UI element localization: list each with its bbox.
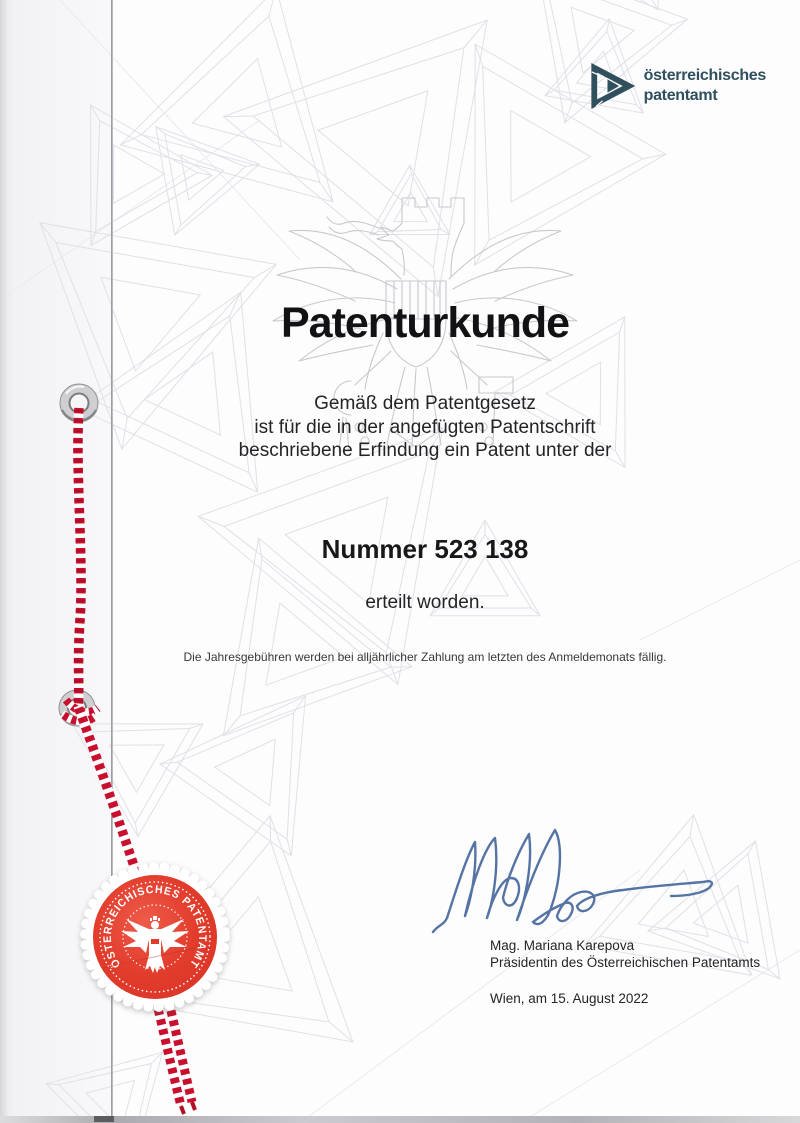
signatory-name: Mag. Mariana Karepova: [490, 938, 635, 953]
patent-number: Nummer 523 138: [321, 534, 529, 564]
official-seal: [80, 862, 230, 1012]
cord-segment-upper: [78, 408, 81, 706]
scan-bottom-notch: [94, 1116, 114, 1122]
logo-text-line2: patentamt: [643, 87, 718, 104]
certificate-title: Patenturkunde: [280, 299, 570, 347]
scan-bottom-edge: [0, 1116, 800, 1123]
logo-text-line1: österreichisches: [643, 67, 766, 84]
cord-tails: [156, 998, 195, 1114]
scan-left-edge: [0, 0, 14, 1123]
signatory-role: Präsidentin des Österreichischen Patentamts: [490, 955, 761, 970]
fee-note: Die Jahresgebühren werden bei alljährlicher Zahlung am letzten des Anmeldemonats fällig.: [183, 650, 667, 664]
intro-line-1: Gemäß dem Patentgesetz: [314, 393, 536, 414]
seal-eagle-shield: [151, 939, 159, 944]
place-and-date: Wien, am 15. August 2022: [490, 991, 649, 1006]
intro-line-3: beschriebene Erfindung ein Patent unter der: [238, 440, 612, 461]
intro-line-2: ist für die in der angefügten Patentschrift: [254, 416, 596, 438]
granted-line: erteilt worden.: [365, 592, 485, 613]
seal-circular-text: ÖSTERREICHISCHES PATENTAMT: [101, 883, 209, 971]
